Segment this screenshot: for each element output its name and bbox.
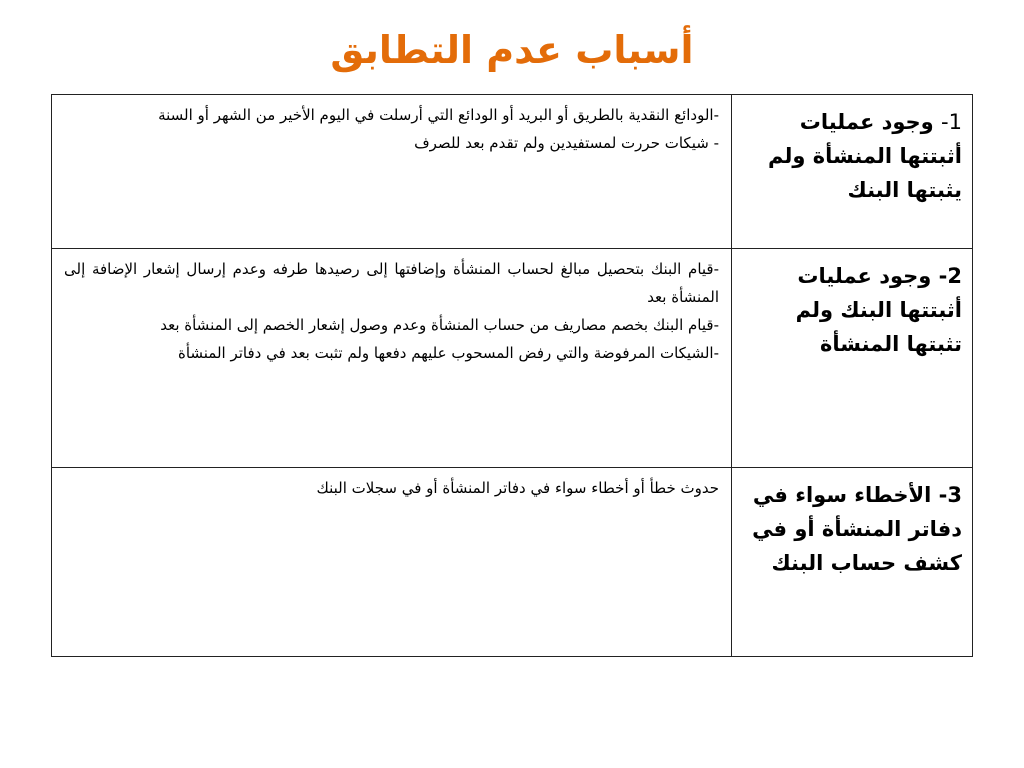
detail-line: حدوث خطأ أو أخطاء سواء في دفاتر المنشأة أو في سجلات البنك — [316, 479, 719, 497]
cause-cell — [732, 249, 973, 468]
cause-text: وجود عمليات أثبتتها البنك ولم تثبتها المنشأة — [795, 264, 962, 356]
detail-line: -الشيكات المرفوضة والتي رفض المسحوب عليهم دفعها ولم تثبت بعد في دفاتر المنشأة — [177, 344, 719, 362]
causes-table — [51, 94, 973, 657]
cause-number: 3- — [938, 483, 962, 507]
cause-cell — [732, 468, 973, 657]
cause-number: 2- — [938, 264, 962, 288]
detail-cell — [52, 249, 732, 468]
detail-cell — [52, 468, 732, 657]
table-row — [52, 95, 973, 249]
detail-cell — [52, 95, 732, 249]
detail-line: -الودائع النقدية بالطريق أو البريد أو الودائع التي أرسلت في اليوم الأخير من الشهر أو السنة — [158, 106, 719, 124]
cause-text: الأخطاء سواء في دفاتر المنشأة أو في كشف حساب البنك — [752, 483, 962, 575]
table-row — [52, 468, 973, 657]
detail-line: -قيام البنك بتحصيل مبالغ لحساب المنشأة وإضافتها إلى رصيدها طرفه وعدم إرسال إشعار الإضافة إلى المنشأة بعد — [64, 260, 719, 306]
cause-number: 1- — [941, 110, 962, 134]
detail-line: -قيام البنك بخصم مصاريف من حساب المنشأة وعدم وصول إشعار الخصم إلى المنشأة بعد — [160, 316, 719, 334]
table-row — [52, 249, 973, 468]
cause-text: وجود عمليات أثبتتها المنشأة ولم يثبتها البنك — [768, 110, 962, 202]
slide-title: أسباب عدم التطابق — [330, 28, 694, 72]
detail-line: - شيكات حررت لمستفيدين ولم تقدم بعد للصرف — [414, 134, 719, 152]
cause-cell — [732, 95, 973, 249]
